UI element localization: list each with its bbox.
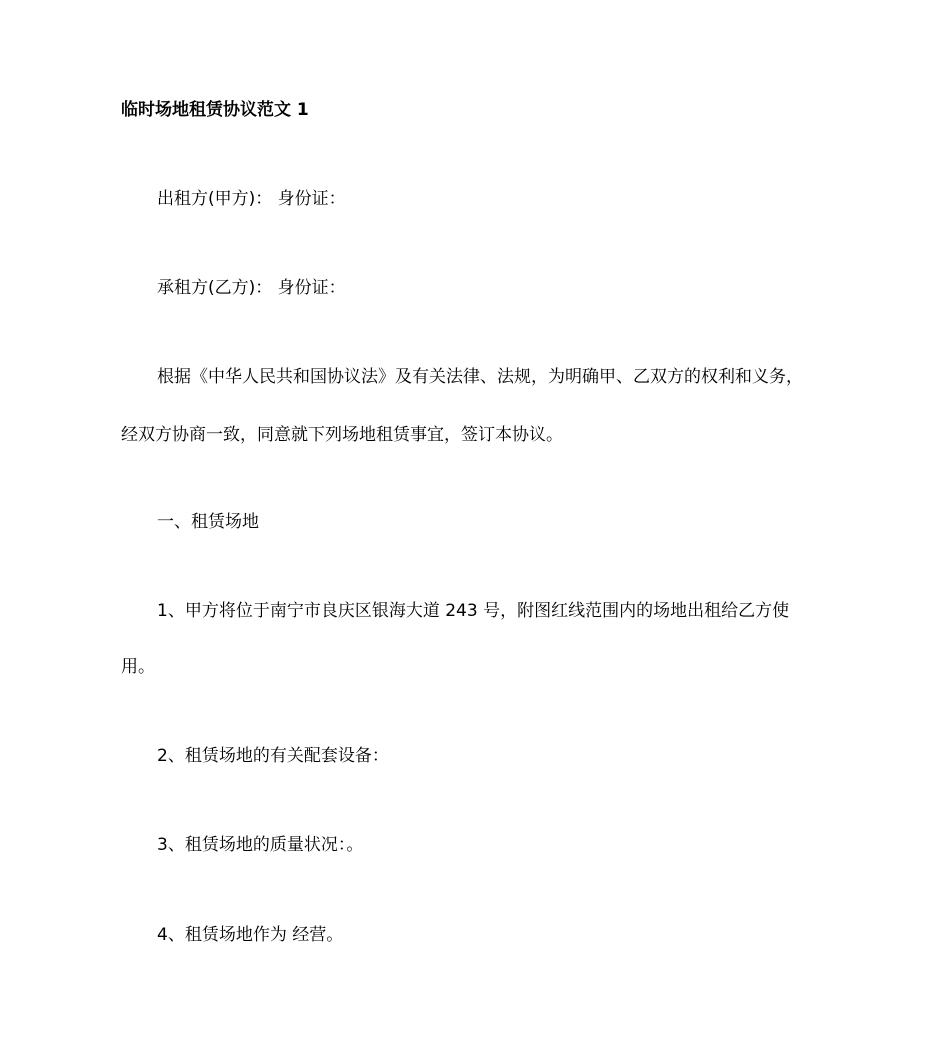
lessor-line: 出租方(甲方)： 身份证： (157, 189, 346, 209)
lessee-line: 承租方(乙方)： 身份证： (157, 278, 346, 298)
intro-paragraph-line-2: 经双方协商一致，同意就下列场地租赁事宜，签订本协议。 (121, 425, 563, 445)
clause-4: 4、租赁场地作为 经营。 (157, 925, 344, 945)
clause-2: 2、租赁场地的有关配套设备： (157, 746, 389, 766)
clause-1-line-2: 用。 (121, 657, 155, 677)
intro-paragraph-line-1: 根据《中华人民共和国协议法》及有关法律、法规，为明确甲、乙双方的权利和义务， (157, 367, 803, 387)
clause-3: 3、租赁场地的质量状况：。 (157, 835, 364, 855)
document-title: 临时场地租赁协议范文 1 (121, 100, 309, 120)
section-heading-lease-site: 一、租赁场地 (157, 512, 259, 532)
clause-1-line-1: 1、甲方将位于南宁市良庆区银海大道 243 号，附图红线范围内的场地出租给乙方使 (157, 601, 790, 621)
